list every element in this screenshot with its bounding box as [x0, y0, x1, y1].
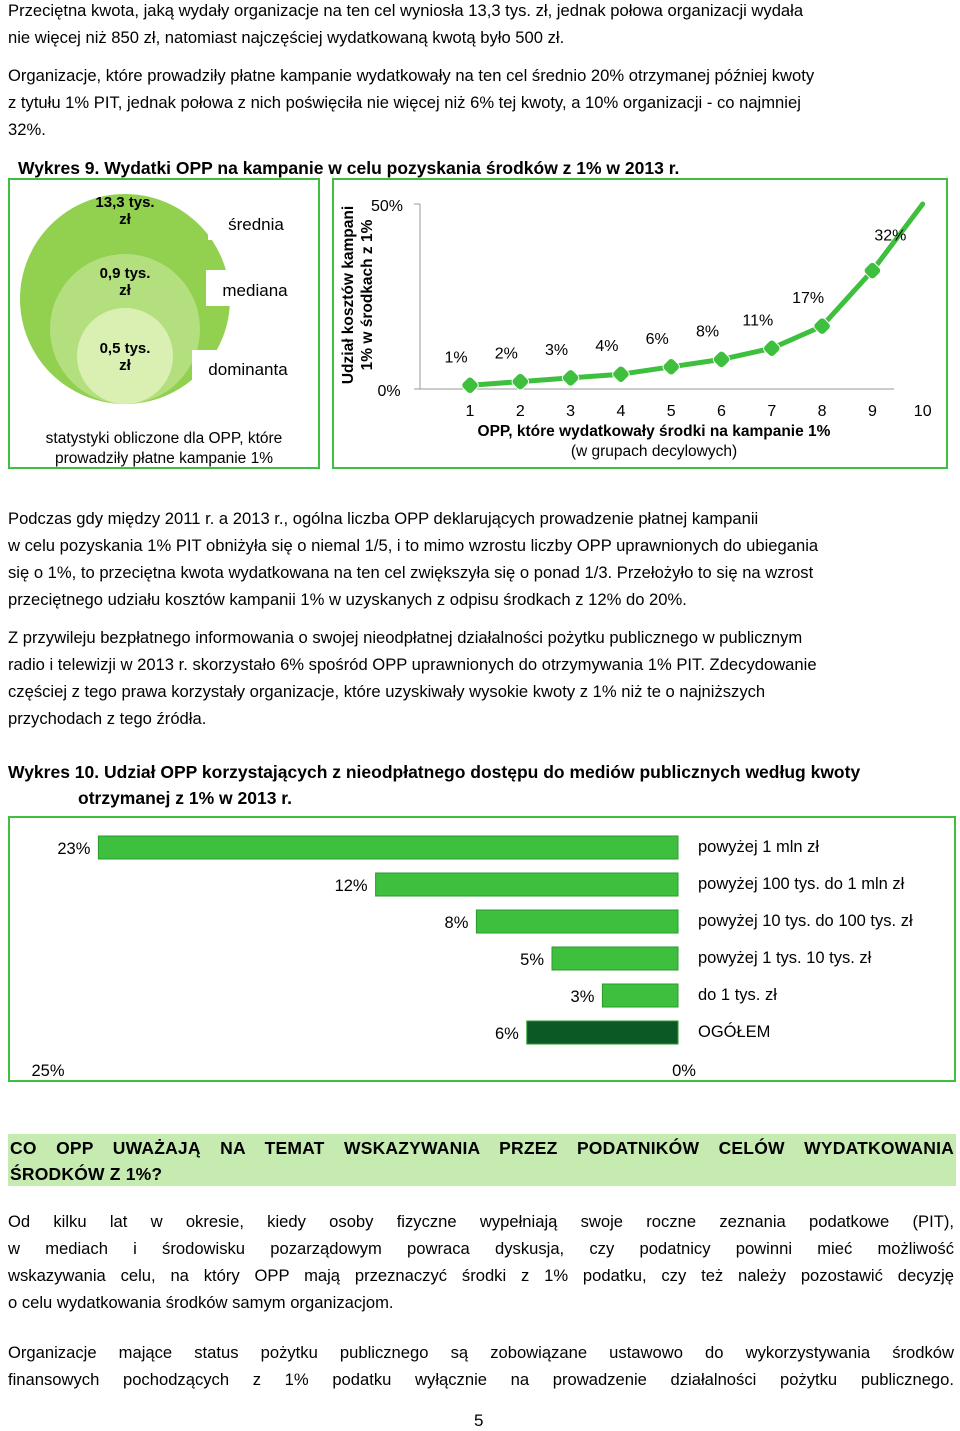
text-line: o celu wydatkowania środków samym organizacjom.: [8, 1293, 394, 1312]
bar-value-label: 8%: [444, 914, 469, 932]
text-line: Organizacje, które prowadziły płatne kampanie wydatkowały na ten cel średnio 20% otrzymanej później kwoty: [8, 66, 815, 85]
bar-category-label: powyżej 10 tys. do 100 tys. zł: [698, 912, 913, 930]
text-line: nie więcej niż 850 zł, natomiast najczęściej wydatkowaną kwotą było 500 zł.: [8, 28, 565, 47]
circles-note-line2: prowadziły płatne kampanie 1%: [55, 450, 273, 467]
circle-mode-unit: zł: [119, 357, 131, 374]
series-marker: [712, 350, 732, 370]
bar-category-label: do 1 tys. zł: [698, 986, 777, 1004]
x-tick-label: 5: [666, 403, 676, 420]
text-line: częściej z tego prawa korzystały organizacje, które uzyskiwały wysokie kwoty z 1% niż te o najniższych: [8, 682, 766, 701]
series-marker: [611, 364, 631, 384]
page-number: 5: [474, 1411, 484, 1430]
text-line: w celu pozyskania 1% PIT obniżyła się o niemal 1/5, i to mimo wzrostu liczby OPP uprawnionych do ubiegania: [8, 536, 819, 555]
chart10-panel: [8, 816, 956, 1082]
text-line: się o 1%, to przeciętna kwota wydatkowana na ten cel zwiększyła się o ponad 1/3. Przełożyło to się na wzrost: [8, 563, 814, 582]
bar-category-label: OGÓŁEM: [698, 1023, 771, 1041]
bar: [602, 984, 678, 1007]
text-line: 32%.: [8, 120, 46, 139]
text-line: Podczas gdy między 2011 r. a 2013 r., ogólna liczba OPP deklarujących prowadzenie płatnej kampanii: [8, 509, 759, 528]
x-tick-label: 10: [913, 403, 932, 420]
point-label: 17%: [792, 290, 825, 308]
point-label: 32%: [874, 227, 907, 245]
circle-mean-unit: zł: [119, 211, 131, 228]
chart10-title-line2: otrzymanej z 1% w 2013 r.: [78, 788, 292, 808]
text-line: Organizacje mające status pożytku publicznego są zobowiązane ustawowo do wykorzystywania środków: [8, 1343, 954, 1362]
text-line: z tytułu 1% PIT, jednak połowa z nich poświęciła nie więcej niż 6% tej kwoty, a 10% organizacji - co najmniej: [8, 93, 801, 112]
section-heading: [8, 1134, 956, 1186]
bar-value-label: 23%: [57, 840, 91, 858]
bar-category-label: powyżej 1 mln zł: [698, 838, 820, 856]
x-axis-label-left: 25%: [31, 1062, 65, 1080]
x-tick-label: 3: [566, 403, 576, 420]
point-label: 6%: [645, 330, 669, 348]
y-tick-bottom: 0%: [377, 383, 401, 400]
section-paragraph-2: [8, 1339, 954, 1393]
point-label: 4%: [595, 338, 619, 356]
y-axis-label-line2: 1% w środkach z 1%: [359, 219, 376, 371]
bar-value-label: 6%: [494, 1025, 519, 1043]
text-line: przeciętnego udziału kosztów kampanii 1% w uzyskanych z odpisu środkach z 12% do 20%.: [8, 590, 687, 609]
y-tick-top: 50%: [370, 198, 404, 215]
x-axis-label-line1: OPP, które wydatkowały środki na kampanie 1%: [477, 423, 831, 440]
point-labels: [444, 228, 906, 367]
bars: [57, 836, 913, 1044]
bar-category-label: powyżej 1 tys. 10 tys. zł: [698, 949, 872, 967]
bar: [376, 873, 678, 896]
circle-median-unit: zł: [119, 282, 131, 299]
chart9-line-svg: [334, 180, 946, 467]
label-median: mediana: [222, 281, 288, 300]
chart9-circles-panel: [8, 178, 320, 469]
label-mean: średnia: [228, 215, 284, 234]
body-paragraph-1: [8, 505, 954, 613]
chart10-title-line1: Wykres 10. Udział OPP korzystających z nieodpłatnego dostępu do mediów publicznych według kwoty: [8, 762, 861, 782]
text-line: finansowych pochodzących z 1% podatku wyłącznie na prowadzenie działalności pożytku publicznego.: [8, 1370, 954, 1389]
bar: [552, 947, 678, 970]
body-paragraph-2: [8, 624, 954, 732]
x-tick-label: 2: [515, 403, 525, 420]
text-line: Przeciętna kwota, jaką wydały organizacje na ten cel wyniosła 13,3 tys. zł, jednak połowa organizacji wydała: [8, 1, 804, 20]
section-heading-line1: CO OPP UWAŻAJĄ NA TEMAT WSKAZYWANIA PRZEZ PODATNIKÓW CELÓW WYDATKOWANIA: [10, 1138, 954, 1158]
chart9-circles-svg: [10, 180, 318, 467]
x-tick-label: 1: [465, 403, 475, 420]
bar: [476, 910, 678, 933]
series-marker: [762, 338, 782, 358]
text-line: przychodach z tego źródła.: [8, 709, 207, 728]
point-label: 1%: [444, 349, 468, 367]
bar: [527, 1021, 678, 1044]
point-label: 3%: [545, 341, 569, 359]
x-ticks: [466, 403, 932, 420]
point-label: 8%: [695, 323, 720, 341]
section-heading-line2: ŚRODKÓW Z 1%?: [10, 1164, 163, 1184]
chart10-svg: [10, 818, 954, 1080]
circle-mode-value: 0,5 tys.: [99, 340, 151, 357]
series-marker: [460, 375, 480, 395]
text-line: radio i telewizji w 2013 r. skorzystało 6% spośród OPP uprawnionych do otrzymywania 1% PIT. Zdecydowanie: [8, 655, 817, 674]
text-line: w mediach i środowisku pozarządowym powraca dyskusja, czy podatnicy powinni mieć możliwość: [8, 1239, 954, 1258]
chart9-line-panel: [332, 178, 948, 469]
x-tick-label: 6: [717, 403, 726, 420]
bar-category-label: powyżej 100 tys. do 1 mln zł: [698, 875, 905, 893]
text-line: Z przywileju bezpłatnego informowania o swojej nieodpłatnej działalności pożytku publicznego w publicznym: [8, 628, 803, 647]
y-axis-label-line1: Udział kosztów kampani: [340, 205, 357, 385]
series-marker: [561, 368, 581, 388]
x-tick-label: 8: [817, 403, 827, 420]
intro-paragraph-1: [8, 0, 954, 51]
series-markers: [460, 261, 882, 395]
x-axis-label-right: 0%: [672, 1062, 696, 1080]
x-tick-label: 4: [616, 403, 626, 420]
point-label: 11%: [742, 312, 774, 330]
circle-median-value: 0,9 tys.: [99, 265, 151, 282]
point-label: 2%: [494, 345, 518, 363]
intro-paragraph-2: [8, 62, 954, 143]
label-mode: dominanta: [208, 360, 288, 379]
bar-value-label: 5%: [520, 951, 544, 969]
bar-value-label: 3%: [570, 988, 595, 1006]
circles-note-line1: statystyki obliczone dla OPP, które: [45, 430, 283, 447]
text-line: wskazywania celu, na który OPP mają przeznaczyć środki z 1% podatku, czy też należy pozostawić decyzję: [8, 1266, 954, 1285]
bar-value-label: 12%: [334, 877, 368, 895]
circle-mean-value: 13,3 tys.: [95, 194, 155, 211]
bar: [98, 836, 678, 859]
x-tick-label: 9: [867, 403, 877, 420]
series-marker: [661, 357, 681, 377]
x-tick-label: 7: [767, 403, 777, 420]
chart9-title: Wykres 9. Wydatki OPP na kampanie w celu pozyskania środków z 1% w 2013 r.: [18, 158, 680, 178]
text-line: Od kilku lat w okresie, kiedy osoby fizyczne wypełniają swoje roczne zeznania podatkowe (PIT),: [8, 1212, 954, 1231]
section-paragraph-1: [8, 1208, 954, 1316]
x-axis-label-line2: (w grupach decylowych): [570, 443, 738, 460]
series-line: [470, 204, 923, 385]
